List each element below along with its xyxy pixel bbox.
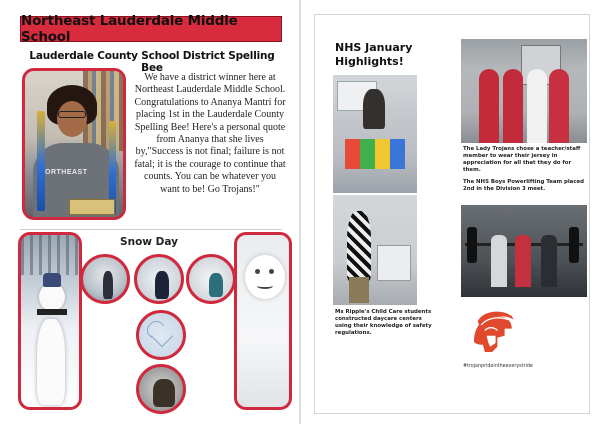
right-newsletter-page bbox=[314, 14, 590, 414]
player bbox=[503, 69, 523, 143]
student-pants bbox=[349, 277, 369, 303]
trophy-icon bbox=[37, 111, 45, 211]
left-newsletter-page bbox=[8, 10, 292, 414]
daycare-model bbox=[377, 245, 411, 281]
spelling-bee-winner-photo bbox=[22, 68, 126, 220]
lifter bbox=[515, 235, 531, 287]
snow-day-heading: Snow Day bbox=[120, 236, 178, 248]
student bbox=[347, 211, 371, 281]
page-gutter bbox=[299, 0, 301, 424]
powerlifting-photo bbox=[461, 205, 587, 297]
shirt-text: ORTHEAST bbox=[45, 169, 88, 176]
section-divider bbox=[20, 229, 282, 230]
person-in-snow bbox=[103, 271, 113, 299]
daycare-project-photo bbox=[333, 195, 417, 305]
lifter bbox=[491, 235, 507, 287]
snowman-photo bbox=[18, 232, 82, 410]
snow-heart-photo bbox=[136, 310, 186, 360]
lifter bbox=[541, 235, 557, 287]
weight-plate bbox=[467, 227, 477, 263]
school-name: Northeast Lauderdale Middle School bbox=[21, 13, 238, 45]
winner-quote-paragraph: We have a district winner here at Northeast Lauderdale Middle School. Congratulations to Ananya Mantri for placing 1st in the Lauderdale County Spelling Bee! Here's a personal quote from Ananya that she lives by,"Success is not final; failure is not fatal; it is the courage to continue that counts. You can be whatever you want to be! Go Trojans!" bbox=[134, 72, 286, 195]
heart-icon bbox=[151, 325, 174, 348]
student bbox=[363, 89, 385, 129]
trees bbox=[21, 235, 79, 275]
trojan-helmet-icon bbox=[465, 307, 519, 361]
snow-circle-photo bbox=[134, 254, 184, 304]
lady-trojans-photo bbox=[461, 39, 587, 143]
school-name-banner bbox=[20, 13, 282, 45]
snow-face-photo bbox=[234, 232, 292, 410]
person-in-snow bbox=[153, 379, 175, 407]
snow-circle-photo bbox=[80, 254, 130, 304]
player bbox=[479, 69, 499, 143]
award-plaque bbox=[69, 199, 115, 215]
person-in-snow bbox=[209, 273, 223, 297]
daycare-caption: Ms Ripple's Child Care students constructed daycare centers using their knowledge of safety regulations. bbox=[335, 309, 432, 336]
snowman-scarf bbox=[37, 309, 67, 315]
staff-member bbox=[527, 69, 547, 143]
face bbox=[57, 101, 87, 137]
snow-circle-photo bbox=[186, 254, 236, 304]
hashtag-text: #trojanprideintheeverystride bbox=[463, 364, 533, 369]
project-model bbox=[345, 139, 405, 169]
snow-circle-photo bbox=[136, 364, 186, 414]
snowman-body bbox=[37, 319, 65, 405]
snowman-hat bbox=[43, 273, 61, 287]
snowman-head bbox=[39, 283, 65, 311]
glasses bbox=[58, 111, 86, 118]
player bbox=[549, 69, 569, 143]
classroom-project-photo bbox=[333, 75, 417, 193]
person-in-snow bbox=[155, 271, 169, 299]
lady-trojans-caption: The Lady Trojans chose a teacher/staff member to wear their jersey in appreciation for all that they do for them. bbox=[463, 146, 581, 173]
powerlifting-caption: The NHS Boys Powerlifting Team placed 2nd in the Division 3 meet. bbox=[463, 179, 585, 192]
spelling-bee-heading: Lauderdale County School District Spelling Bee bbox=[29, 50, 275, 74]
highlights-heading: NHS January Highlights! bbox=[335, 41, 413, 68]
weight-plate bbox=[569, 227, 579, 263]
snow-face bbox=[245, 255, 285, 299]
